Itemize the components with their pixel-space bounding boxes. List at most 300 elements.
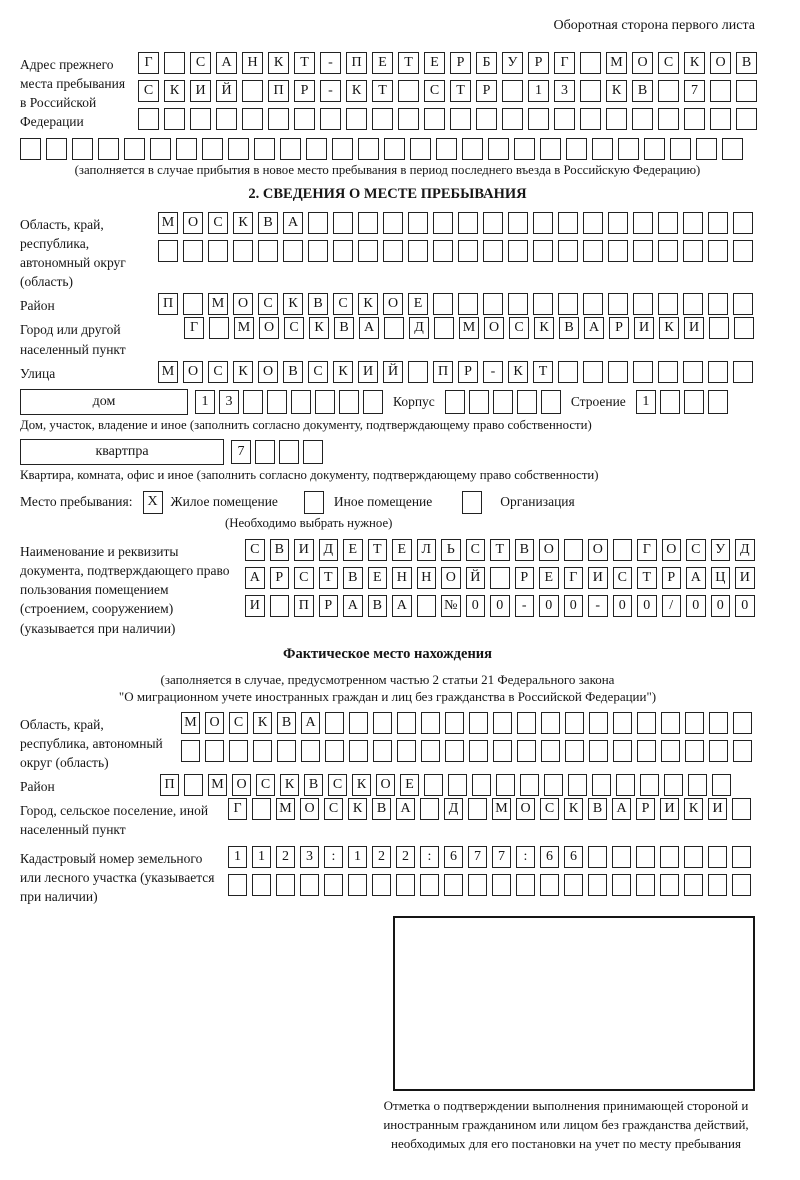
char-box: Г [554, 52, 575, 74]
stamp-area [377, 916, 755, 1154]
char-box: Г [637, 539, 657, 561]
char-box: С [208, 361, 228, 383]
char-box: О [710, 52, 731, 74]
region-label: Область, край, республика, автономный округ (область) [20, 216, 126, 290]
char-box: П [160, 774, 179, 796]
char-box [408, 361, 428, 383]
char-box [20, 138, 41, 160]
char-box: О [516, 798, 535, 820]
char-box [658, 108, 679, 130]
char-box: : [324, 846, 343, 868]
prev-address-row-1 [138, 52, 757, 74]
other-premise-checkbox[interactable] [304, 491, 324, 514]
char-box [373, 712, 392, 734]
char-box: О [441, 567, 461, 589]
char-box [373, 740, 392, 762]
char-box [612, 874, 631, 896]
char-box: И [588, 567, 608, 589]
char-box: А [216, 52, 237, 74]
char-box: 1 [348, 846, 367, 868]
char-box: И [660, 798, 679, 820]
char-box: Н [242, 52, 263, 74]
char-box: М [181, 712, 200, 734]
char-box: Т [398, 52, 419, 74]
char-box [514, 138, 535, 160]
char-box: С [258, 293, 278, 315]
char-box: Т [372, 80, 393, 102]
char-box: П [346, 52, 367, 74]
char-box [580, 52, 601, 74]
char-box: С [324, 798, 343, 820]
char-box: В [308, 293, 328, 315]
char-box: Е [424, 52, 445, 74]
char-box: В [372, 798, 391, 820]
char-box [421, 712, 440, 734]
char-box: 0 [686, 595, 706, 617]
char-box: Р [528, 52, 549, 74]
actual-district-row [160, 774, 731, 796]
actual-region-row-2 [181, 740, 752, 762]
char-box [270, 595, 290, 617]
char-box [732, 874, 751, 896]
char-box: С [466, 539, 486, 561]
char-box: К [508, 361, 528, 383]
char-box: X [143, 491, 163, 514]
char-box: Р [609, 317, 629, 339]
char-box: К [253, 712, 272, 734]
char-box [339, 390, 359, 414]
char-box [164, 52, 185, 74]
prev-address-caption: (заполняется в случае прибытия в новое место пребывания в период последнего въезда в Российскую Федерацию) [74, 162, 701, 177]
char-box [733, 712, 752, 734]
char-box: 0 [539, 595, 559, 617]
actual-region-block [20, 712, 755, 772]
char-box: У [711, 539, 731, 561]
char-box [258, 240, 278, 262]
char-box: К [684, 52, 705, 74]
char-box [202, 138, 223, 160]
char-box: М [208, 293, 228, 315]
char-box: - [515, 595, 535, 617]
char-box [709, 712, 728, 734]
dwelling-checkbox[interactable] [143, 491, 163, 514]
char-box [533, 240, 553, 262]
char-box [493, 740, 512, 762]
char-box: К [564, 798, 583, 820]
char-box [468, 874, 487, 896]
char-box: Р [270, 567, 290, 589]
char-box [408, 212, 428, 234]
char-box [636, 846, 655, 868]
char-box: 3 [554, 80, 575, 102]
char-box: П [268, 80, 289, 102]
street-label: Улица [20, 365, 56, 381]
char-box: 0 [490, 595, 510, 617]
char-box [734, 317, 754, 339]
char-box [508, 293, 528, 315]
apartment-cell: квартпра [20, 439, 224, 465]
char-box [209, 317, 229, 339]
region-row-1 [158, 212, 753, 234]
char-box [588, 874, 607, 896]
document-row-1 [245, 539, 755, 561]
stroenie-label: Строение [570, 393, 626, 409]
char-box [644, 138, 665, 160]
char-box: И [294, 539, 314, 561]
char-box: М [158, 361, 178, 383]
char-box [124, 138, 145, 160]
char-box [564, 539, 584, 561]
apartment-row [20, 439, 755, 465]
char-box [637, 740, 656, 762]
char-box [433, 293, 453, 315]
char-box [176, 138, 197, 160]
char-box: В [515, 539, 535, 561]
char-box [558, 212, 578, 234]
char-box [684, 874, 703, 896]
char-box: О [258, 361, 278, 383]
char-box: 0 [711, 595, 731, 617]
char-box [268, 108, 289, 130]
char-box: К [164, 80, 185, 102]
char-box: Д [444, 798, 463, 820]
char-box [304, 491, 324, 514]
city-label: Город или другой населенный пункт [20, 322, 126, 357]
char-box: В [632, 80, 653, 102]
char-box [733, 240, 753, 262]
char-box [253, 740, 272, 762]
char-box: М [492, 798, 511, 820]
actual-city-block [20, 798, 755, 839]
char-box: 0 [613, 595, 633, 617]
char-box: О [383, 293, 403, 315]
char-box [252, 874, 271, 896]
char-box [541, 390, 561, 414]
char-box [664, 774, 683, 796]
char-box [308, 240, 328, 262]
char-box: О [539, 539, 559, 561]
char-box [722, 138, 743, 160]
char-box: П [158, 293, 178, 315]
char-box: Б [476, 52, 497, 74]
char-box [358, 240, 378, 262]
char-box: : [420, 846, 439, 868]
char-box [637, 712, 656, 734]
char-box: И [245, 595, 265, 617]
char-box: 3 [300, 846, 319, 868]
char-box: В [334, 317, 354, 339]
char-box: С [540, 798, 559, 820]
char-box [476, 108, 497, 130]
char-box: О [233, 293, 253, 315]
char-box [424, 108, 445, 130]
char-box: А [359, 317, 379, 339]
char-box [280, 138, 301, 160]
char-box [349, 712, 368, 734]
prev-address-row-2 [138, 80, 757, 102]
char-box: П [294, 595, 314, 617]
char-box: О [484, 317, 504, 339]
char-box [658, 293, 678, 315]
char-box: Н [392, 567, 412, 589]
char-box: В [736, 52, 757, 74]
char-box [736, 108, 757, 130]
district-block [20, 293, 755, 315]
char-box: О [183, 361, 203, 383]
char-box: А [343, 595, 363, 617]
char-box [181, 740, 200, 762]
char-box: 7 [684, 80, 705, 102]
char-box [733, 361, 753, 383]
char-box: Т [294, 52, 315, 74]
char-box: 6 [444, 846, 463, 868]
char-box [589, 740, 608, 762]
char-box: 2 [372, 846, 391, 868]
char-box [633, 240, 653, 262]
char-box [372, 874, 391, 896]
char-box [528, 108, 549, 130]
char-box [736, 80, 757, 102]
stay-type-label: Место пребывания: [20, 494, 133, 510]
char-box [566, 138, 587, 160]
char-box: И [735, 567, 755, 589]
char-box: 0 [564, 595, 584, 617]
char-box: Е [343, 539, 363, 561]
char-box: К [233, 361, 253, 383]
char-box [670, 138, 691, 160]
char-box [397, 740, 416, 762]
char-box [333, 240, 353, 262]
char-box [255, 440, 275, 464]
char-box: В [283, 361, 303, 383]
char-box [613, 740, 632, 762]
char-box: 7 [492, 846, 511, 868]
char-box [417, 595, 437, 617]
char-box: М [208, 774, 227, 796]
char-box: И [708, 798, 727, 820]
char-box [709, 317, 729, 339]
char-box: О [300, 798, 319, 820]
char-box: К [309, 317, 329, 339]
char-box: С [658, 52, 679, 74]
char-box: Г [228, 798, 247, 820]
char-box: К [280, 774, 299, 796]
char-box [633, 212, 653, 234]
char-box [661, 712, 680, 734]
char-box [408, 240, 428, 262]
char-box [558, 361, 578, 383]
actual-city-label: Город, сельское поселение, иной населенный пункт [20, 803, 209, 838]
char-box [458, 240, 478, 262]
street-row [158, 361, 753, 383]
char-box [660, 390, 680, 414]
char-box: Р [636, 798, 655, 820]
actual-city-row [228, 798, 751, 820]
prev-address-overflow-row [20, 138, 755, 160]
document-row-3 [245, 595, 755, 617]
char-box [606, 108, 627, 130]
char-box [445, 712, 464, 734]
char-box [398, 80, 419, 102]
char-box: К [684, 798, 703, 820]
char-box [612, 846, 631, 868]
char-box [613, 539, 633, 561]
char-box [589, 712, 608, 734]
char-box [46, 138, 67, 160]
char-box [490, 567, 510, 589]
char-box [592, 774, 611, 796]
char-box: О [376, 774, 395, 796]
char-box [520, 774, 539, 796]
char-box: 6 [540, 846, 559, 868]
char-box: А [283, 212, 303, 234]
stamp-box [393, 916, 755, 1091]
char-box: Д [735, 539, 755, 561]
char-box: С [294, 567, 314, 589]
char-box [349, 740, 368, 762]
char-box [291, 390, 311, 414]
house-row [20, 389, 755, 415]
char-box [733, 212, 753, 234]
char-box: 7 [468, 846, 487, 868]
char-box [658, 240, 678, 262]
char-box [333, 212, 353, 234]
char-box [658, 212, 678, 234]
other-premise-label: Иное помещение [333, 494, 433, 510]
char-box [325, 740, 344, 762]
char-box [233, 240, 253, 262]
char-box: С [328, 774, 347, 796]
stay-option-organization [462, 491, 574, 514]
char-box [469, 712, 488, 734]
char-box [492, 874, 511, 896]
char-box [708, 361, 728, 383]
city-row [184, 317, 754, 339]
char-box [685, 712, 704, 734]
char-box [632, 108, 653, 130]
char-box [517, 740, 536, 762]
char-box [301, 740, 320, 762]
document-row-2 [245, 567, 755, 589]
char-box [279, 440, 299, 464]
char-box [468, 798, 487, 820]
char-box: Е [539, 567, 559, 589]
char-box [150, 138, 171, 160]
korpus-label: Корпус [393, 393, 435, 409]
char-box [396, 874, 415, 896]
char-box: К [659, 317, 679, 339]
char-box [469, 740, 488, 762]
char-box [613, 712, 632, 734]
char-box: К [606, 80, 627, 102]
char-box [710, 80, 731, 102]
char-box [346, 108, 367, 130]
char-box: А [392, 595, 412, 617]
char-box: Е [372, 52, 393, 74]
organization-checkbox[interactable] [462, 491, 482, 514]
char-box: 6 [564, 846, 583, 868]
actual-location-caption-2: "О миграционном учете иностранных граждан и лиц без гражданства в Российской Федерации") [118, 688, 657, 704]
section2-title: 2. СВЕДЕНИЯ О МЕСТЕ ПРЕБЫВАНИЯ [248, 185, 527, 202]
char-box [433, 212, 453, 234]
char-box [608, 240, 628, 262]
char-box: А [245, 567, 265, 589]
char-box [708, 293, 728, 315]
char-box [325, 712, 344, 734]
char-box [565, 740, 584, 762]
char-box: 2 [276, 846, 295, 868]
char-box: В [368, 595, 388, 617]
char-box [660, 846, 679, 868]
char-box: О [183, 212, 203, 234]
char-box [462, 491, 482, 514]
char-box: К [358, 293, 378, 315]
char-box [633, 293, 653, 315]
char-box [708, 212, 728, 234]
prev-address-label: Адрес прежнего места пребывания в Российской Федерации [20, 57, 126, 130]
char-box [516, 874, 535, 896]
char-box: 0 [637, 595, 657, 617]
house-caption: Дом, участок, владение и иное (заполнить согласно документу, подтверждающему право собственности) [20, 417, 592, 432]
char-box: Е [400, 774, 419, 796]
char-box [684, 108, 705, 130]
char-box: 0 [735, 595, 755, 617]
char-box [712, 774, 731, 796]
char-box [508, 240, 528, 262]
region-row-2 [158, 240, 753, 262]
char-box [450, 108, 471, 130]
dwelling-label: Жилое помещение [170, 494, 278, 510]
char-box: К [268, 52, 289, 74]
char-box [708, 240, 728, 262]
char-box [709, 740, 728, 762]
char-box: В [270, 539, 290, 561]
char-box: И [358, 361, 378, 383]
char-box [517, 390, 537, 414]
char-box [358, 212, 378, 234]
char-box: Т [368, 539, 388, 561]
char-box: В [277, 712, 296, 734]
char-box: Ь [441, 539, 461, 561]
char-box: 1 [228, 846, 247, 868]
char-box: С [284, 317, 304, 339]
char-box [228, 138, 249, 160]
char-box: 7 [231, 440, 251, 464]
char-box [183, 240, 203, 262]
char-box: - [483, 361, 503, 383]
char-box [533, 293, 553, 315]
char-box [421, 740, 440, 762]
char-box: : [516, 846, 535, 868]
char-box: И [634, 317, 654, 339]
char-box: М [234, 317, 254, 339]
char-box: У [502, 52, 523, 74]
char-box: 1 [528, 80, 549, 102]
char-box [315, 390, 335, 414]
char-box: Н [417, 567, 437, 589]
char-box [661, 740, 680, 762]
char-box: А [612, 798, 631, 820]
char-box: В [343, 567, 363, 589]
char-box [583, 240, 603, 262]
char-box: А [301, 712, 320, 734]
char-box: Т [450, 80, 471, 102]
char-box: А [396, 798, 415, 820]
char-box: С [208, 212, 228, 234]
char-box [254, 138, 275, 160]
char-box: К [348, 798, 367, 820]
stay-type-note: (Необходимо выбрать нужное) [225, 515, 393, 530]
